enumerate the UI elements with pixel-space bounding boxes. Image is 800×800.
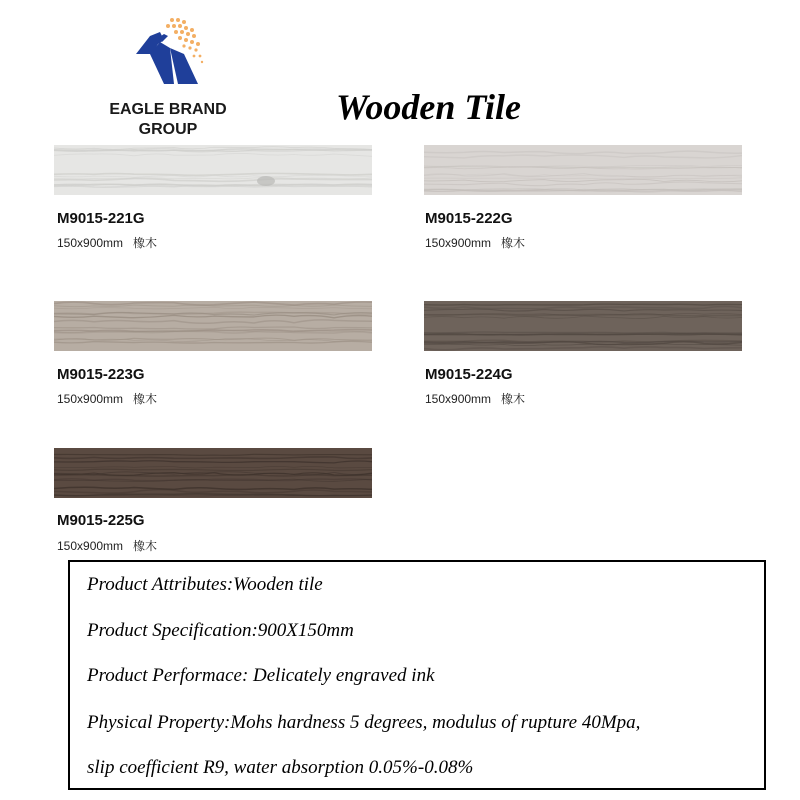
tile-spec: 150x900mm 橡木 — [57, 392, 158, 406]
tile-swatch-225g — [54, 448, 372, 498]
tile-swatch-223g — [54, 301, 372, 351]
tile-code: M9015-223G — [57, 366, 145, 383]
tile-spec: 150x900mm 橡木 — [57, 539, 158, 553]
product-performance: Product Performace: Delicately engraved ink — [87, 665, 435, 686]
wood-grain-texture — [424, 145, 742, 195]
product-specification: Product Specification:900X150mm — [87, 620, 354, 641]
physical-property: Physical Property:Mohs hardness 5 degrees, modulus of rupture 40Mpa, — [87, 712, 641, 733]
tile-spec: 150x900mm 橡木 — [425, 236, 526, 250]
brand-name — [100, 100, 236, 140]
tile-swatch-221g — [54, 145, 372, 195]
product-info-box — [68, 560, 766, 790]
tile-spec: 150x900mm 橡木 — [425, 392, 526, 406]
eagle-icon — [130, 14, 210, 94]
page-title: Wooden Tile — [336, 87, 521, 127]
wood-grain-texture — [54, 448, 372, 498]
tile-code: M9015-221G — [57, 210, 145, 227]
wood-grain-texture — [424, 301, 742, 351]
wood-grain-texture — [54, 145, 372, 195]
tile-code: M9015-225G — [57, 512, 145, 529]
tile-swatch-224g — [424, 301, 742, 351]
product-attributes: Product Attributes:Wooden tile — [87, 574, 323, 595]
tile-code: M9015-224G — [425, 366, 513, 383]
physical-property-continued: slip coefficient R9, water absorption 0.05%-0.08% — [87, 757, 474, 778]
brand-line-2: GROUP — [138, 121, 198, 138]
brand-logo — [100, 12, 236, 142]
tile-spec: 150x900mm 橡木 — [57, 236, 158, 250]
wood-grain-texture — [54, 301, 372, 351]
brand-line-1: EAGLE BRAND — [109, 101, 227, 118]
tile-code: M9015-222G — [425, 210, 513, 227]
tile-swatch-222g — [424, 145, 742, 195]
